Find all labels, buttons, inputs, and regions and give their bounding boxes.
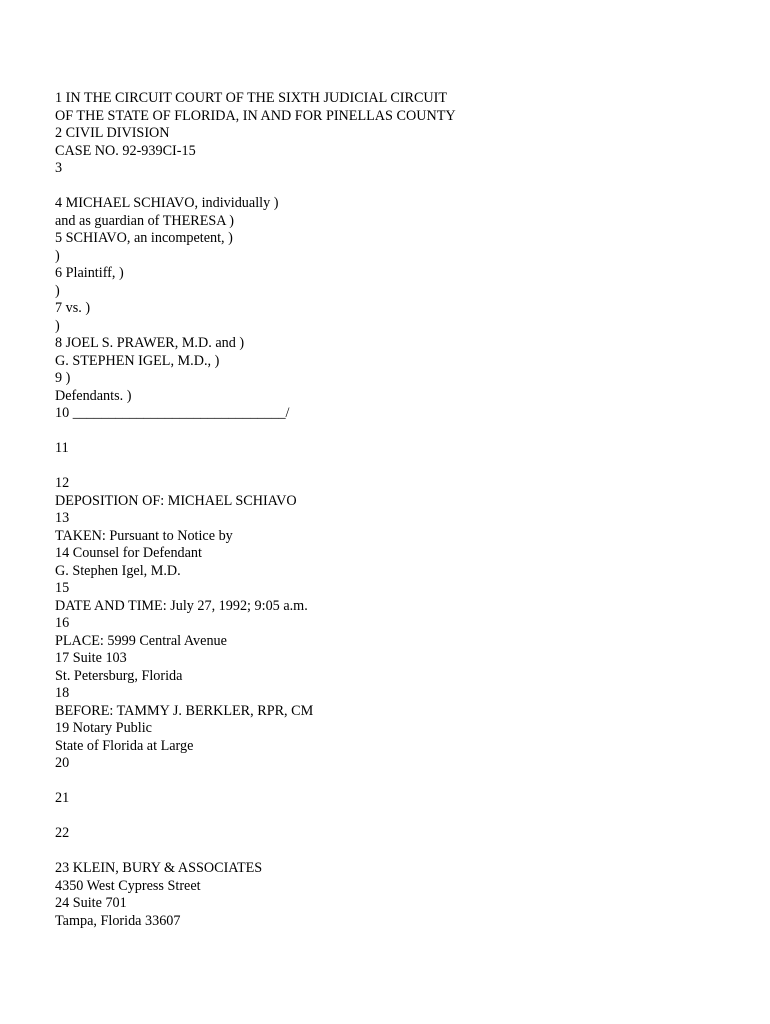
place-line-1: PLACE: 5999 Central Avenue	[55, 632, 227, 649]
case-number: CASE NO. 92-939CI-15	[55, 142, 196, 159]
line-number-20: 20	[55, 755, 70, 771]
line-number-3: 3	[55, 160, 63, 176]
reporter-city: Tampa, Florida 33607	[55, 912, 181, 929]
court-line-1: 1 IN THE CIRCUIT COURT OF THE SIXTH JUDICIAL CIRCUIT	[55, 90, 448, 106]
caption-plaintiff-label: 6 Plaintiff, )	[55, 265, 124, 281]
line-number-13: 13	[55, 510, 70, 526]
caption-rule-line: 10 ______________________________/	[55, 405, 290, 421]
blank-line	[55, 458, 735, 476]
line-number-22: 22	[55, 825, 70, 841]
line-number-11: 11	[55, 440, 69, 456]
caption-bracket-2: )	[55, 282, 60, 299]
blank-line	[55, 773, 735, 791]
line-number-12: 12	[55, 475, 70, 491]
caption-defendants-label: Defendants. )	[55, 387, 132, 404]
caption-bracket-4: 9 )	[55, 370, 71, 386]
blank-line	[55, 178, 735, 196]
place-line-3: St. Petersburg, Florida	[55, 667, 183, 684]
line-number-21: 21	[55, 790, 70, 806]
caption-bracket-1: )	[55, 247, 60, 264]
blank-line	[55, 423, 735, 441]
division-line: 2 CIVIL DIVISION	[55, 125, 170, 141]
deposition-cover-text	[55, 90, 735, 930]
caption-bracket-3: )	[55, 317, 60, 334]
line-number-18: 18	[55, 685, 70, 701]
date-and-time: DATE AND TIME: July 27, 1992; 9:05 a.m.	[55, 597, 308, 614]
caption-plaintiff-1: 4 MICHAEL SCHIAVO, individually )	[55, 195, 279, 211]
reporter-firm-name: 23 KLEIN, BURY & ASSOCIATES	[55, 860, 263, 876]
caption-defendant-2: G. STEPHEN IGEL, M.D., )	[55, 352, 220, 369]
deposition-of: DEPOSITION OF: MICHAEL SCHIAVO	[55, 492, 297, 509]
reporter-street: 4350 West Cypress Street	[55, 877, 201, 894]
caption-defendant-1: 8 JOEL S. PRAWER, M.D. and )	[55, 335, 245, 351]
line-number-15: 15	[55, 580, 70, 596]
taken-line-2: 14 Counsel for Defendant	[55, 545, 202, 561]
caption-versus: 7 vs. )	[55, 300, 91, 316]
taken-line-3: G. Stephen Igel, M.D.	[55, 562, 181, 579]
blank-line	[55, 843, 735, 861]
place-line-2: 17 Suite 103	[55, 650, 127, 666]
before-line-2: 19 Notary Public	[55, 720, 152, 736]
caption-plaintiff-3: 5 SCHIAVO, an incompetent, )	[55, 230, 233, 246]
before-line-1: BEFORE: TAMMY J. BERKLER, RPR, CM	[55, 702, 314, 719]
blank-line	[55, 808, 735, 826]
caption-plaintiff-2: and as guardian of THERESA )	[55, 212, 235, 229]
line-number-16: 16	[55, 615, 70, 631]
before-line-3: State of Florida at Large	[55, 737, 194, 754]
reporter-suite: 24 Suite 701	[55, 895, 127, 911]
court-line-2: OF THE STATE OF FLORIDA, IN AND FOR PINELLAS COUNTY	[55, 107, 456, 124]
taken-line-1: TAKEN: Pursuant to Notice by	[55, 527, 233, 544]
